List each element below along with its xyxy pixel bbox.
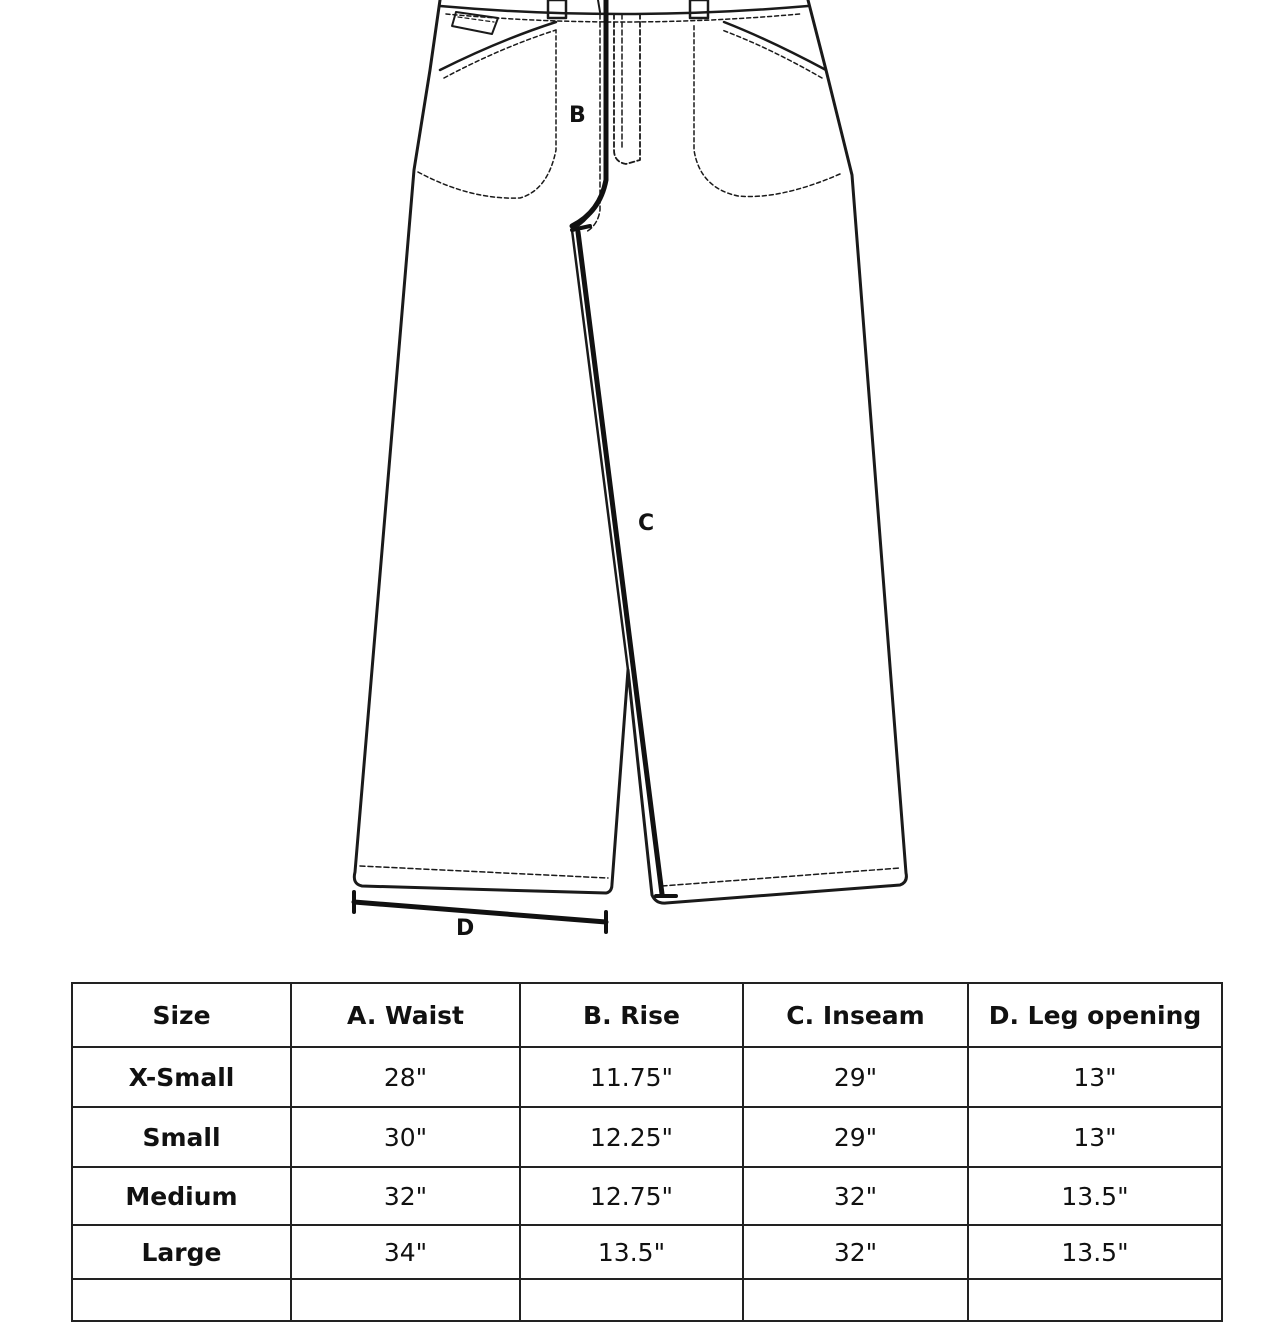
inseam-cell: 32" bbox=[743, 1225, 968, 1279]
label-b: B bbox=[569, 103, 586, 128]
leg-opening-cell: 13.5" bbox=[968, 1225, 1222, 1279]
measure-line-leg-opening bbox=[354, 902, 606, 922]
size-cell: Small bbox=[72, 1107, 291, 1167]
belt-loop-left bbox=[548, 0, 566, 18]
fly-stitching bbox=[614, 14, 640, 164]
front-pocket-left bbox=[440, 22, 556, 70]
waistband bbox=[440, 6, 808, 14]
rise-cell: 13.5" bbox=[520, 1225, 743, 1279]
inseam-cell: 32" bbox=[743, 1167, 968, 1225]
empty-cell bbox=[72, 1279, 291, 1321]
hem-left bbox=[360, 866, 608, 878]
size-cell: Medium bbox=[72, 1167, 291, 1225]
pants-outline bbox=[354, 0, 906, 903]
label-c: C bbox=[638, 511, 655, 536]
table-row bbox=[72, 1167, 1222, 1225]
waist-cell: 30" bbox=[291, 1107, 520, 1167]
waist-cell: 28" bbox=[291, 1047, 520, 1107]
inseam-cell: 29" bbox=[743, 1047, 968, 1107]
front-pocket-right bbox=[724, 22, 826, 70]
inseam-cell: 29" bbox=[743, 1107, 968, 1167]
table-row-partial bbox=[72, 1279, 1222, 1321]
empty-cell bbox=[968, 1279, 1222, 1321]
table-row bbox=[72, 1225, 1222, 1279]
size-chart-table bbox=[71, 982, 1223, 1322]
coin-pocket bbox=[452, 12, 498, 34]
size-cell: X-Small bbox=[72, 1047, 291, 1107]
header-inseam: C. Inseam bbox=[743, 983, 968, 1047]
leg-opening-cell: 13.5" bbox=[968, 1167, 1222, 1225]
leg-opening-cell: 13" bbox=[968, 1047, 1222, 1107]
table-header-row bbox=[72, 983, 1222, 1047]
table-row bbox=[72, 1107, 1222, 1167]
header-waist: A. Waist bbox=[291, 983, 520, 1047]
empty-cell bbox=[291, 1279, 520, 1321]
rise-cell: 12.75" bbox=[520, 1167, 743, 1225]
hem-right bbox=[662, 868, 900, 886]
leg-opening-cell: 13" bbox=[968, 1107, 1222, 1167]
header-size: Size bbox=[72, 983, 291, 1047]
rise-cell: 11.75" bbox=[520, 1047, 743, 1107]
rise-cell: 12.25" bbox=[520, 1107, 743, 1167]
empty-cell bbox=[743, 1279, 968, 1321]
header-rise: B. Rise bbox=[520, 983, 743, 1047]
header-leg-opening: D. Leg opening bbox=[968, 983, 1222, 1047]
empty-cell bbox=[520, 1279, 743, 1321]
size-cell: Large bbox=[72, 1225, 291, 1279]
waist-cell: 32" bbox=[291, 1167, 520, 1225]
belt-loop-right bbox=[690, 0, 708, 18]
table-row bbox=[72, 1047, 1222, 1107]
label-d: D bbox=[456, 916, 475, 941]
waist-cell: 34" bbox=[291, 1225, 520, 1279]
